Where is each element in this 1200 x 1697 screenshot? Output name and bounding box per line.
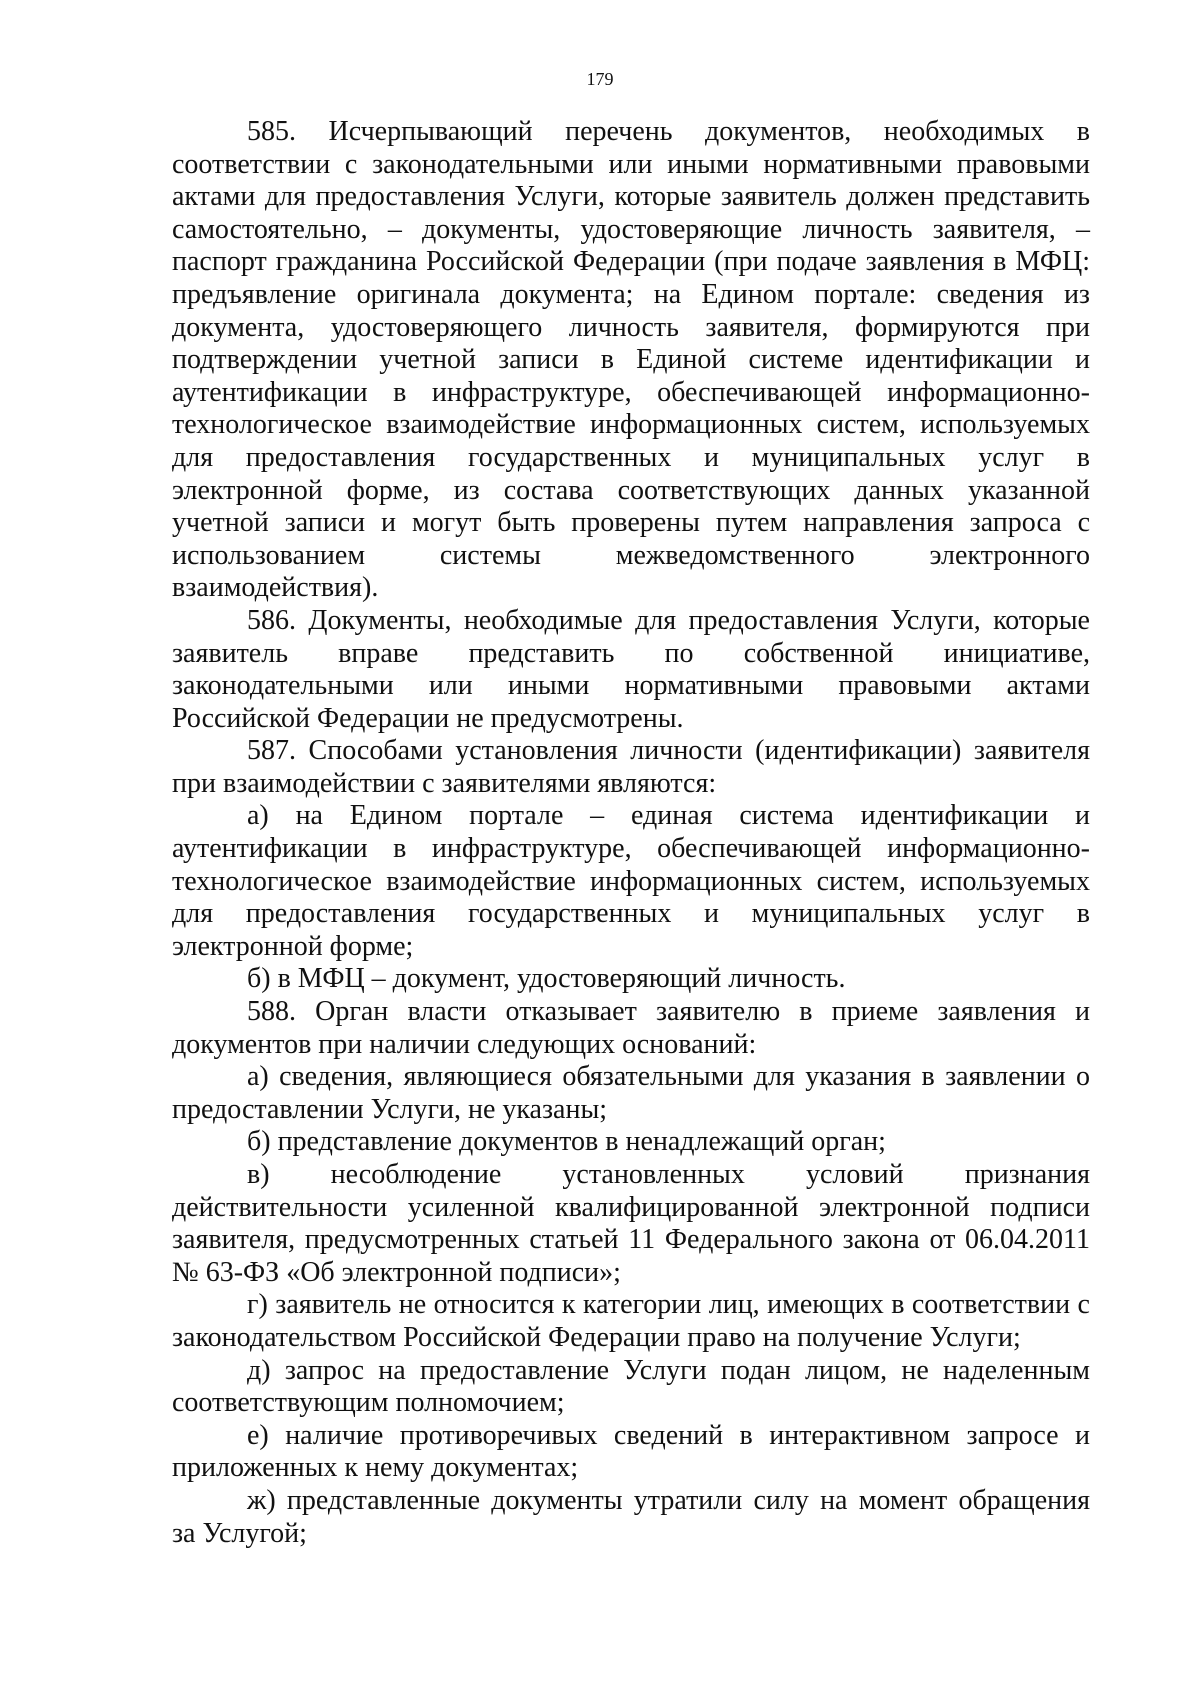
paragraph-588-item-a: а) сведения, являющиеся обязательными для указания в заявлении о предоставлении Услуги, не указаны;	[172, 1061, 1090, 1125]
paragraph-587-item-a: а) на Едином портале – единая система идентификации и аутентификации в инфраструктуре, обеспечивающей информационно-технологическое взаимодействие информационных систем, используемых для предоставления государственных и муниципальных услуг в электронной форме;	[172, 800, 1090, 962]
page-number: 179	[586, 69, 614, 89]
paragraph-588-item-zh: ж) представленные документы утратили силу на момент обращения за Услугой;	[172, 1484, 1090, 1549]
document-body	[172, 116, 1090, 1550]
paragraph-586: 586. Документы, необходимые для предоставления Услуги, которые заявитель вправе представить по собственной инициативе, законодательными или иными нормативными правовыми актами Российской Федерации не предусмотрены.	[172, 604, 1090, 734]
paragraph-588-item-d: д) запрос на предоставление Услуги подан лицом, не наделенным соответствующим полномочием;	[172, 1354, 1090, 1419]
paragraph-588-item-g: г) заявитель не относится к категории лиц, имеющих в соответствии с законодательством Российской Федерации право на получение Услуги;	[172, 1289, 1090, 1353]
paragraph-588-item-b: б) представление документов в ненадлежащий орган;	[247, 1126, 886, 1158]
paragraph-587: 587. Способами установления личности (идентификации) заявителя при взаимодействии с заявителями являются:	[172, 735, 1090, 799]
paragraph-588-item-v: в) несоблюдение установленных условий признания действительности усиленной квалифицированной электронной подписи заявителя, предусмотренных статьей 11 Федерального закона от 06.04.2011 № 63-ФЗ «Об электронной подписи»;	[172, 1159, 1090, 1288]
paragraph-588: 588. Орган власти отказывает заявителю в приеме заявления и документов при наличии следующих оснований:	[172, 996, 1090, 1060]
paragraph-588-item-e: е) наличие противоречивых сведений в интерактивном запросе и приложенных к нему документах;	[172, 1419, 1090, 1484]
paragraph-585: 585. Исчерпывающий перечень документов, необходимых в соответствии с законодательными или иными нормативными правовыми актами для предоставления Услуги, которые заявитель должен представить самостоятельно, – документы, удостоверяющие личность заявителя, – паспорт гражданина Российской Федерации (при подаче заявления в МФЦ: предъявление оригинала документа; на Едином портале: сведения из документа, удостоверяющего личность заявителя, формируются при подтверждении учетной записи в Единой системе идентификации и аутентификации в инфраструктуре, обеспечивающей информационно-технологическое взаимодействие информационных систем, используемых для предоставления государственных и муниципальных услуг в электронной форме, из состава соответствующих данных указанной учетной записи и могут быть проверены путем направления запроса с использованием системы межведомственного электронного взаимодействия).	[172, 116, 1090, 604]
paragraph-587-item-b: б) в МФЦ – документ, удостоверяющий личность.	[247, 963, 846, 995]
